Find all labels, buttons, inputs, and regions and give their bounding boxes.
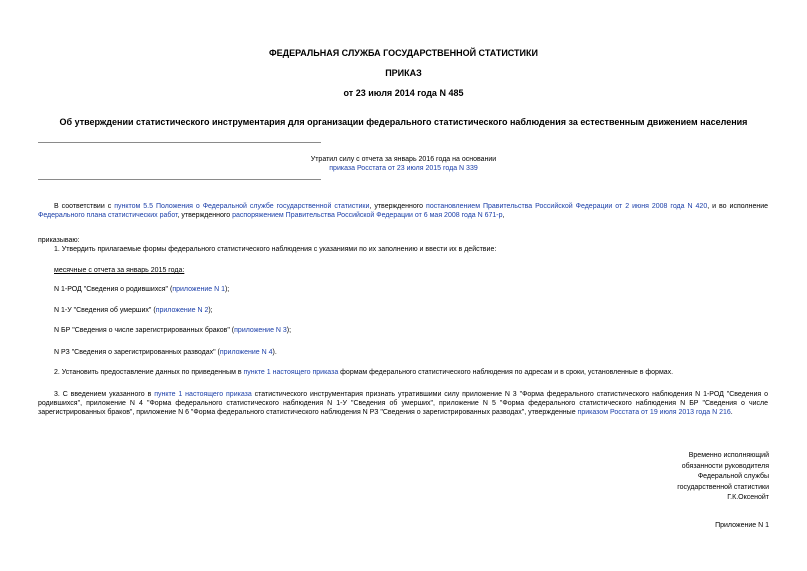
- doc-title: Об утверждении статистического инструментария для организации федерального статистического наблюдения за естественным движением населения: [59, 117, 748, 127]
- item-3-text-2: статистического инструментария признать утратившими силу приложение N 3 "Форма федерального статистического наблюдения N 1-РОД "Сведения о родившихся", приложение N 4 "Форма федерального статистического наблюдения N 1-У "Сведения об умерших", приложение N 5 "Форма федерального статистического наблюдения N БР "Сведения о числе зарегистрированных браков", приложение N 6 "Форма федерального статистического наблюдения N РЗ "Сведения о зарегистрированных разводах", утвержденные: [38, 391, 768, 416]
- form-item: [38, 306, 768, 315]
- form-end: );: [286, 327, 292, 334]
- item-2-text-2: формам федерального статистического наблюдения по адресам и в сроки, установленные в формах.: [338, 369, 674, 376]
- signature-line: обязанности руководителя: [681, 462, 769, 470]
- divider-top: [38, 142, 321, 143]
- signature-name: Г.К.Оксенойт: [727, 494, 769, 501]
- form-item: [38, 348, 768, 357]
- form-end: ).: [272, 349, 277, 356]
- form-end: );: [208, 307, 213, 314]
- preamble-text-4: , утвержденного: [177, 212, 233, 219]
- preamble: [38, 202, 768, 220]
- signature-line: государственной статистики: [677, 483, 769, 491]
- form-appendix-link[interactable]: приложение N 1: [172, 286, 225, 293]
- status-text: Утратил силу с отчета за январь 2016 года на основании: [310, 156, 497, 163]
- preamble-text-3: , и во исполнение: [707, 203, 769, 210]
- appendix-label: Приложение N 1: [715, 522, 769, 529]
- item-3: [38, 390, 768, 417]
- item-2-link[interactable]: пункте 1 настоящего приказа: [243, 369, 339, 376]
- signature-line: Временно исполняющий: [688, 452, 769, 459]
- status-link[interactable]: приказа Росстата от 23 июля 2015 года N 339: [329, 165, 478, 172]
- item-3-text-3: .: [730, 409, 733, 416]
- item-3-link-2[interactable]: приказом Росстата от 19 июля 2013 года N 216: [577, 409, 731, 416]
- form-appendix-link[interactable]: приложение N 2: [155, 307, 209, 314]
- item-1: 1. Утвердить прилагаемые формы федерального статистического наблюдения с указаниями по их заполнению и ввести их в действие:: [54, 246, 497, 253]
- form-item: [38, 285, 768, 294]
- monthly-label-text: месячные с отчета за январь 2015 года:: [54, 267, 185, 274]
- status-notice: [0, 155, 807, 173]
- item-2-text-1: 2. Установить предоставление данных по приведенным в: [54, 369, 244, 376]
- agency-title: ФЕДЕРАЛЬНАЯ СЛУЖБА ГОСУДАРСТВЕННОЙ СТАТИСТИКИ: [269, 48, 538, 58]
- item-2: [38, 368, 768, 377]
- form-end: );: [224, 286, 230, 293]
- item-3-text-1: 3. С введением указанного в: [54, 391, 155, 398]
- preamble-link-1[interactable]: пунктом 5.5 Положения о Федеральной службе государственной статистики: [114, 203, 370, 210]
- signature-block: [677, 451, 769, 504]
- divider-bottom: [38, 179, 321, 180]
- signature-line: Федеральной службы: [697, 473, 769, 480]
- form-text: N БР "Сведения о числе зарегистрированных браков" (: [54, 327, 235, 334]
- doc-date-number: от 23 июля 2014 года N 485: [343, 88, 464, 98]
- form-appendix-link[interactable]: приложение N 4: [219, 349, 273, 356]
- form-item: [38, 326, 768, 335]
- preamble-link-2[interactable]: постановлением Правительства Российской Федерации от 2 июня 2008 года N 420: [426, 203, 708, 210]
- form-text: N РЗ "Сведения о зарегистрированных разводах" (: [54, 349, 220, 356]
- preamble-text-2: , утвержденного: [369, 203, 427, 210]
- preamble-text-5: ,: [502, 212, 505, 219]
- preamble-link-3[interactable]: Федерального плана статистических работ: [38, 212, 178, 219]
- item-3-link-1[interactable]: пункте 1 настоящего приказа: [154, 391, 252, 398]
- monthly-label: [38, 266, 768, 275]
- order-word: приказываю:: [38, 237, 80, 244]
- form-appendix-link[interactable]: приложение N 3: [234, 327, 287, 334]
- preamble-link-4[interactable]: распоряжением Правительства Российской Федерации от 6 мая 2008 года N 671-р: [232, 212, 503, 219]
- form-text: N 1-РОД "Сведения о родившихся" (: [54, 286, 173, 293]
- form-text: N 1-У "Сведения об умерших" (: [54, 307, 156, 314]
- preamble-text-1: В соответствии с: [54, 203, 115, 210]
- doc-type: ПРИКАЗ: [385, 68, 422, 78]
